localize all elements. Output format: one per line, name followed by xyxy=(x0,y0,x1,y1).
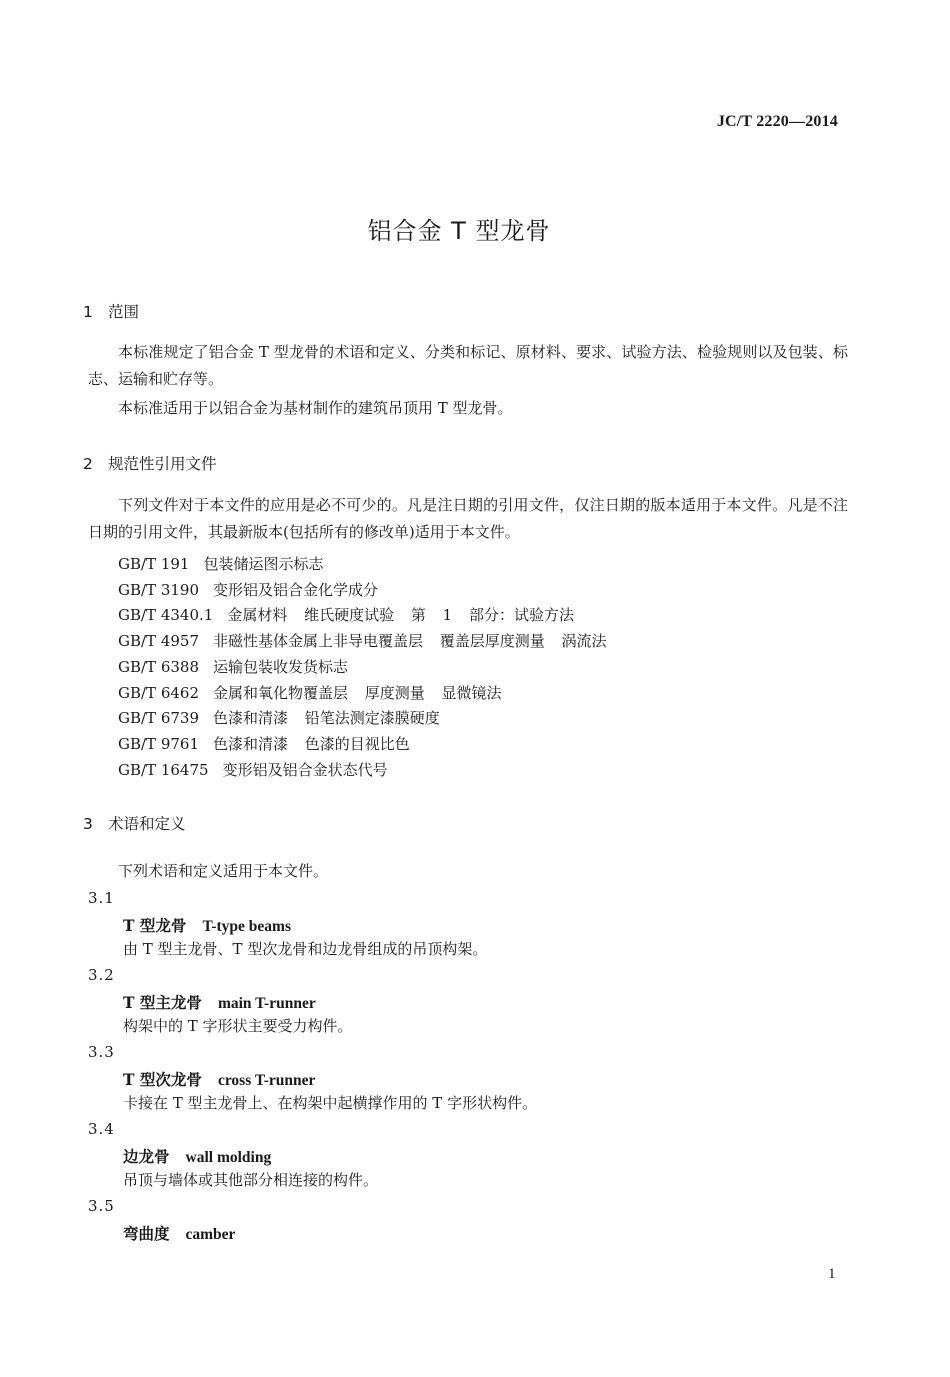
terms-intro: 下列术语和定义适用于本文件。 xyxy=(118,862,329,880)
section-title: 规范性引用文件 xyxy=(108,455,217,473)
term-definition: 吊顶与墙体或其他部分相连接的构件。 xyxy=(123,1171,379,1189)
term-name-en: wall molding xyxy=(185,1149,272,1166)
reference-item xyxy=(118,579,378,600)
reference-code: GB/T 4340.1 xyxy=(118,606,214,624)
reference-item xyxy=(118,553,323,574)
term-definition: 构架中的 T 字形状主要受力构件。 xyxy=(123,1017,353,1035)
reference-item xyxy=(118,707,440,728)
document-title: 铝合金 T 型龙骨 xyxy=(367,217,551,245)
scope-paragraph-1: 本标准规定了铝合金 T 型龙骨的术语和定义、分类和标记、原材料、要求、试验方法、检验规则以及包装、标志、运输和贮存等。 xyxy=(88,343,848,388)
reference-title: 变形铝及铝合金化学成分 xyxy=(213,581,379,599)
term-name-zh: 边龙骨 xyxy=(123,1147,170,1166)
scope-paragraph-2: 本标准适用于以铝合金为基材制作的建筑吊顶用 T 型龙骨。 xyxy=(118,399,513,417)
reference-code: GB/T 4957 xyxy=(118,632,200,650)
term-name-zh: T 型主龙骨 xyxy=(123,993,202,1012)
reference-title: 变形铝及铝合金状态代号 xyxy=(222,761,388,779)
reference-code: GB/T 9761 xyxy=(118,735,200,753)
term-number: 3.1 xyxy=(88,889,115,907)
term-number: 3.4 xyxy=(88,1120,115,1138)
section-title: 范围 xyxy=(108,303,140,321)
section-number: 1 xyxy=(83,303,93,321)
reference-code: GB/T 191 xyxy=(118,555,190,573)
term-name-en: camber xyxy=(185,1226,236,1243)
reference-code: GB/T 6388 xyxy=(118,658,200,676)
reference-item xyxy=(118,759,388,780)
term-definition: 由 T 型主龙骨、T 型次龙骨和边龙骨组成的吊顶构架。 xyxy=(123,940,488,958)
reference-code: GB/T 16475 xyxy=(118,761,209,779)
term-number: 3.2 xyxy=(88,966,115,984)
reference-item xyxy=(118,682,502,703)
term-name-en: cross T-runner xyxy=(217,1072,316,1089)
section-title: 术语和定义 xyxy=(108,815,186,833)
term-name xyxy=(123,914,291,936)
standard-code: JC/T 2220—2014 xyxy=(716,113,838,130)
reference-title: 包装储运图示标志 xyxy=(203,555,324,573)
term-name xyxy=(123,991,316,1013)
reference-code: GB/T 3190 xyxy=(118,581,200,599)
reference-title: 金属材料 维氏硬度试验 第 1 部分：试验方法 xyxy=(227,606,574,624)
section-2-heading xyxy=(83,452,217,474)
term-name xyxy=(123,1222,235,1244)
section-number: 2 xyxy=(83,455,93,473)
reference-title: 金属和氧化物覆盖层 厚度测量 显微镜法 xyxy=(213,684,502,702)
reference-title: 色漆和清漆 铅笔法测定漆膜硬度 xyxy=(213,709,440,727)
term-name-en: main T-runner xyxy=(217,995,316,1012)
section-1-heading xyxy=(83,300,139,322)
term-name-en: T-type beams xyxy=(202,918,291,935)
section-3-heading xyxy=(83,812,186,834)
reference-title: 色漆和清漆 色漆的目视比色 xyxy=(213,735,410,753)
term-definition: 卡接在 T 型主龙骨上、在构架中起横撑作用的 T 字形状构件。 xyxy=(123,1094,538,1112)
term-number: 3.3 xyxy=(88,1043,115,1061)
reference-item xyxy=(118,604,574,625)
reference-item xyxy=(118,656,348,677)
reference-code: GB/T 6462 xyxy=(118,684,200,702)
reference-item xyxy=(118,733,410,754)
normative-references-intro: 下列文件对于本文件的应用是必不可少的。凡是注日期的引用文件，仅注日期的版本适用于本文件。凡是不注日期的引用文件，其最新版本(包括所有的修改单)适用于本文件。 xyxy=(88,496,848,541)
term-name xyxy=(123,1145,271,1167)
term-name-zh: T 型次龙骨 xyxy=(123,1070,202,1089)
section-number: 3 xyxy=(83,815,93,833)
term-number: 3.5 xyxy=(88,1197,115,1215)
reference-title: 运输包装收发货标志 xyxy=(213,658,349,676)
term-name xyxy=(123,1068,315,1090)
reference-title: 非磁性基体金属上非导电覆盖层 覆盖层厚度测量 涡流法 xyxy=(213,632,607,650)
term-name-zh: T 型龙骨 xyxy=(123,916,187,935)
term-name-zh: 弯曲度 xyxy=(123,1224,170,1243)
reference-code: GB/T 6739 xyxy=(118,709,200,727)
page-number: 1 xyxy=(828,1266,836,1282)
reference-item xyxy=(118,630,607,651)
